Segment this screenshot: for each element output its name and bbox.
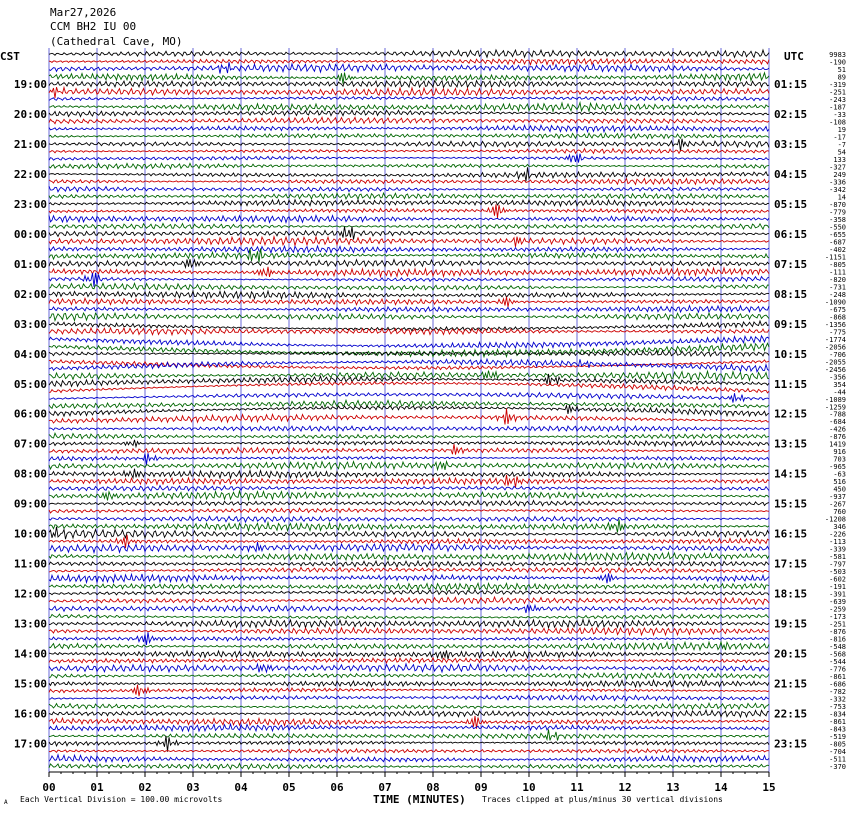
trace-offset-value: -1259 (824, 403, 846, 412)
trace-offset-value: 760 (833, 508, 846, 517)
trace-line (49, 764, 769, 770)
trace-offset-value: -111 (829, 268, 846, 277)
trace-offset-value: -937 (829, 493, 846, 502)
trace-offset-value: -332 (829, 695, 846, 704)
trace-line (49, 527, 769, 539)
trace-line (49, 426, 769, 431)
x-tick-label: 12 (618, 781, 632, 794)
trace-line (49, 50, 769, 57)
trace-offset-value: -358 (829, 215, 846, 224)
trace-offset-value: -503 (829, 568, 846, 577)
trace-offset-value: -655 (829, 230, 846, 239)
trace-line (49, 283, 769, 290)
trace-line (49, 408, 769, 424)
trace-offset-value: -686 (829, 680, 846, 689)
trace-offset-value: -402 (829, 245, 846, 254)
trace-offset-value: -248 (829, 290, 846, 299)
trace-line (49, 553, 769, 561)
trace-line (49, 149, 769, 154)
right-hour-label: 14:15 (774, 467, 808, 481)
trace-line (49, 204, 769, 218)
left-hour-label: 04:00 (13, 347, 47, 361)
trace-line (49, 433, 769, 439)
trace-offset-value: -7 (837, 140, 846, 149)
trace-line (49, 273, 769, 287)
trace-offset-value: -548 (829, 643, 846, 652)
trace-line (49, 193, 769, 199)
left-hour-label: 03:00 (13, 317, 47, 331)
trace-line (49, 703, 769, 709)
trace-offset-value: 450 (833, 485, 846, 494)
left-timezone-label: CST (0, 50, 20, 63)
trace-line (49, 117, 769, 123)
trace-line (49, 139, 769, 152)
trace-offset-value: 133 (833, 155, 846, 164)
left-hour-label: 13:00 (13, 617, 47, 631)
left-hour-label: 23:00 (13, 197, 47, 211)
trace-offset-value: -191 (829, 583, 846, 592)
trace-line (49, 453, 769, 464)
left-hour-label: 01:00 (13, 257, 47, 271)
trace-offset-value: -544 (829, 658, 846, 667)
right-hour-label: 21:15 (774, 677, 808, 691)
right-hour-label: 11:15 (774, 377, 808, 391)
trace-line (49, 614, 769, 619)
trace-line (49, 215, 769, 222)
trace-line (49, 87, 769, 98)
trace-offset-value: -243 (829, 95, 846, 104)
x-axis-title: TIME (MINUTES) (373, 793, 466, 806)
trace-line (49, 755, 769, 762)
trace-line (49, 658, 769, 663)
right-timezone-label: UTC (784, 50, 804, 63)
trace-line (49, 736, 769, 752)
trace-offset-value: -775 (829, 328, 846, 337)
clip-note: Traces clipped at plus/minus 30 vertical divisions (482, 795, 723, 804)
left-hour-label: 12:00 (13, 587, 47, 601)
trace-line (49, 508, 769, 513)
trace-line (49, 393, 769, 403)
trace-offset-value: 89 (837, 73, 846, 82)
left-hour-label: 09:00 (13, 497, 47, 511)
x-tick-label: 08 (426, 781, 440, 794)
trace-offset-value: -816 (829, 635, 846, 644)
trace-line (49, 597, 769, 604)
x-tick-label: 09 (474, 781, 488, 794)
right-hour-label: 02:15 (774, 107, 808, 121)
x-tick-label: 04 (234, 781, 248, 794)
right-hour-label: 06:15 (774, 227, 808, 241)
trace-line (49, 475, 769, 488)
trace-offset-value: -356 (829, 373, 846, 382)
trace-line (49, 224, 769, 230)
x-tick-label: 14 (714, 781, 728, 794)
trace-line (49, 179, 769, 185)
trace-offset-value: -1356 (824, 320, 846, 329)
seismic-traces (49, 50, 769, 769)
trace-offset-value: -259 (829, 605, 846, 614)
trace-line (49, 444, 769, 455)
trace-line (49, 62, 769, 73)
trace-offset-value: -868 (829, 313, 846, 322)
trace-offset-value: -113 (829, 538, 846, 547)
trace-offset-value: -173 (829, 613, 846, 622)
trace-line (49, 620, 769, 628)
trace-offset-value: -63 (833, 470, 846, 479)
right-hour-label: 07:15 (774, 257, 808, 271)
trace-offset-value: -675 (829, 305, 846, 314)
trace-offset-value: -1774 (824, 335, 846, 344)
trace-offset-value: -704 (829, 748, 846, 757)
trace-offset-value: -267 (829, 500, 846, 509)
trace-line (49, 642, 769, 650)
trace-line (49, 110, 769, 116)
record-date: Mar27,2026 (50, 6, 117, 19)
trace-line (49, 680, 769, 687)
trace-line (49, 535, 769, 548)
trace-offset-value: -797 (829, 560, 846, 569)
trace-offset-value: -843 (829, 725, 846, 734)
trace-offset-value: -342 (829, 185, 846, 194)
trace-line (49, 685, 769, 697)
trace-line (49, 186, 769, 192)
trace-line (49, 469, 769, 478)
trace-line (49, 237, 769, 247)
left-hour-label: 14:00 (13, 647, 47, 661)
x-tick-label: 15 (762, 781, 776, 794)
trace-line (49, 133, 769, 138)
trace-offset-value: -820 (829, 275, 846, 284)
trace-line (49, 590, 769, 595)
x-tick-label: 11 (570, 781, 584, 794)
left-hour-label: 20:00 (13, 107, 47, 121)
trace-line (49, 605, 769, 613)
trace-line (49, 226, 769, 239)
trace-line (49, 491, 769, 500)
trace-line (49, 103, 769, 112)
trace-offset-value: 249 (833, 170, 846, 179)
trace-line (49, 267, 769, 277)
right-hour-label: 09:15 (774, 317, 808, 331)
trace-offset-value: -1208 (824, 515, 846, 524)
left-hour-label: 08:00 (13, 467, 47, 481)
trace-offset-value: -550 (829, 223, 846, 232)
trace-offset-value: 19 (837, 125, 846, 134)
trace-offset-value: -17 (833, 133, 846, 142)
trace-line (49, 516, 769, 522)
trace-offset-value: -108 (829, 118, 846, 127)
trace-line (49, 729, 769, 740)
trace-line (49, 749, 769, 753)
trace-offset-value: 916 (833, 448, 846, 457)
trace-line (49, 246, 769, 253)
x-tick-label: 07 (378, 781, 392, 794)
trace-offset-value: -336 (829, 178, 846, 187)
trace-line (49, 462, 769, 470)
left-hour-label: 16:00 (13, 707, 47, 721)
left-hour-label: 07:00 (13, 437, 47, 451)
trace-offset-value: 346 (833, 523, 846, 532)
trace-line (49, 573, 769, 583)
trace-line (49, 695, 769, 700)
trace-offset-value: -339 (829, 545, 846, 554)
trace-offset-value: -805 (829, 740, 846, 749)
trace-line (49, 561, 769, 567)
right-hour-label: 19:15 (774, 617, 808, 631)
x-tick-label: 00 (42, 781, 56, 794)
trace-offset-value: -2456 (824, 365, 846, 374)
trace-offset-value: 1419 (829, 440, 846, 449)
trace-offset-value: 516 (833, 478, 846, 487)
trace-line (49, 167, 769, 181)
left-hour-label: 05:00 (13, 377, 47, 391)
trace-offset-value: -753 (829, 703, 846, 712)
trace-offset-value: -639 (829, 598, 846, 607)
trace-offset-value: -834 (829, 710, 846, 719)
left-hour-label: 06:00 (13, 407, 47, 421)
trace-offset-value: -861 (829, 718, 846, 727)
left-hour-label: 02:00 (13, 287, 47, 301)
right-hour-label: 04:15 (774, 167, 808, 181)
trace-line (49, 291, 769, 299)
trace-line (49, 664, 769, 672)
trace-offset-value: -1090 (824, 298, 846, 307)
right-hour-label: 13:15 (774, 437, 808, 451)
trace-line (49, 673, 769, 679)
trace-offset-value: 9983 (829, 51, 846, 59)
right-hour-label: 01:15 (774, 77, 808, 91)
trace-line (49, 583, 769, 590)
x-tick-label: 05 (282, 781, 296, 794)
left-hour-label: 22:00 (13, 167, 47, 181)
left-hour-label: 15:00 (13, 677, 47, 691)
right-hour-label: 05:15 (774, 197, 808, 211)
trace-line (49, 710, 769, 717)
trace-offset-value: 354 (833, 380, 846, 389)
trace-line (49, 96, 769, 101)
trace-line (49, 154, 769, 163)
trace-offset-value: -190 (829, 58, 846, 67)
trace-line (49, 328, 769, 335)
trace-offset-value: -776 (829, 665, 846, 674)
trace-line (49, 336, 769, 348)
trace-offset-value: -251 (829, 620, 846, 629)
trace-offset-value: -965 (829, 463, 846, 472)
x-tick-label: 13 (666, 781, 680, 794)
station-location: (Cathedral Cave, MO) (50, 35, 183, 48)
trace-line (49, 440, 769, 447)
right-hour-label: 22:15 (774, 707, 808, 721)
corner-mark: A (4, 799, 8, 806)
trace-offset-value: -1089 (824, 395, 846, 404)
right-hour-label: 17:15 (774, 557, 808, 571)
trace-line (49, 200, 769, 206)
trace-offset-value: -370 (829, 763, 846, 771)
trace-offset-value: -519 (829, 733, 846, 742)
left-hour-label: 10:00 (13, 527, 47, 541)
trace-offset-value: -782 (829, 688, 846, 697)
trace-offset-value: -2056 (824, 343, 846, 352)
trace-line (49, 400, 769, 408)
station-code: CCM BH2 IU 00 (50, 20, 137, 33)
trace-offset-value: -2055 (824, 358, 846, 367)
trace-offset-value: -788 (829, 410, 846, 419)
trace-offset-value: -226 (829, 530, 846, 539)
trace-line (49, 567, 769, 572)
trace-line (49, 724, 769, 731)
trace-offset-value: -319 (829, 80, 846, 89)
trace-line (49, 486, 769, 491)
trace-offset-value: -805 (829, 260, 846, 269)
trace-line (49, 73, 769, 84)
trace-line (49, 359, 769, 372)
trace-offset-value: -44 (833, 388, 846, 397)
trace-offset-value: 14 (837, 193, 846, 202)
left-hour-label: 19:00 (13, 77, 47, 91)
trace-offset-value: -568 (829, 650, 846, 659)
right-hour-label: 08:15 (774, 287, 808, 301)
trace-offset-value: -861 (829, 673, 846, 682)
trace-offset-value: -426 (829, 425, 846, 434)
trace-offset-value: -706 (829, 350, 846, 359)
trace-offset-value: -876 (829, 628, 846, 637)
trace-offset-value: -391 (829, 590, 846, 599)
x-tick-label: 02 (138, 781, 152, 794)
left-hour-label: 21:00 (13, 137, 47, 151)
trace-line (49, 81, 769, 88)
right-hour-label: 16:15 (774, 527, 808, 541)
trace-offset-value: -581 (829, 553, 846, 562)
left-hour-label: 11:00 (13, 557, 47, 571)
trace-line (49, 382, 769, 393)
x-tick-label: 03 (186, 781, 200, 794)
right-hour-label: 23:15 (774, 737, 808, 751)
trace-offset-value: -602 (829, 575, 846, 584)
trace-line (49, 259, 769, 267)
right-hour-label: 10:15 (774, 347, 808, 361)
trace-offset-value: -779 (829, 208, 846, 217)
trace-line (49, 313, 769, 320)
trace-offset-value: -33 (833, 110, 846, 119)
trace-offset-value: -1151 (824, 253, 846, 262)
right-hour-label: 18:15 (774, 587, 808, 601)
right-hour-label: 12:15 (774, 407, 808, 421)
trace-line (49, 519, 769, 532)
trace-offset-value: -251 (829, 88, 846, 97)
trace-line (49, 163, 769, 169)
trace-offset-value: 51 (837, 65, 846, 74)
x-tick-label: 01 (90, 781, 104, 794)
trace-line (49, 59, 769, 65)
trace-offset-value: -687 (829, 238, 846, 247)
trace-offset-value: -731 (829, 283, 846, 292)
trace-line (49, 628, 769, 635)
trace-offset-value: 54 (837, 148, 846, 157)
trace-offset-value: -187 (829, 103, 846, 112)
trace-offset-value: -511 (829, 755, 846, 764)
trace-line (49, 306, 769, 312)
left-hour-label: 00:00 (13, 227, 47, 241)
trace-line (49, 500, 769, 506)
trace-offset-value: -876 (829, 433, 846, 442)
trace-offset-value: 703 (833, 455, 846, 464)
right-hour-label: 20:15 (774, 647, 808, 661)
left-hour-label: 17:00 (13, 737, 47, 751)
trace-line (49, 125, 769, 132)
trace-offset-value: -870 (829, 200, 846, 209)
trace-offset-value: -684 (829, 418, 846, 427)
right-hour-label: 03:15 (774, 137, 808, 151)
x-tick-label: 10 (522, 781, 536, 794)
trace-line (49, 650, 769, 659)
right-hour-label: 15:15 (774, 497, 808, 511)
x-tick-label: 06 (330, 781, 344, 794)
trace-offset-value: -327 (829, 163, 846, 172)
scale-note: Each Vertical Division = 100.00 microvolts (20, 795, 223, 804)
